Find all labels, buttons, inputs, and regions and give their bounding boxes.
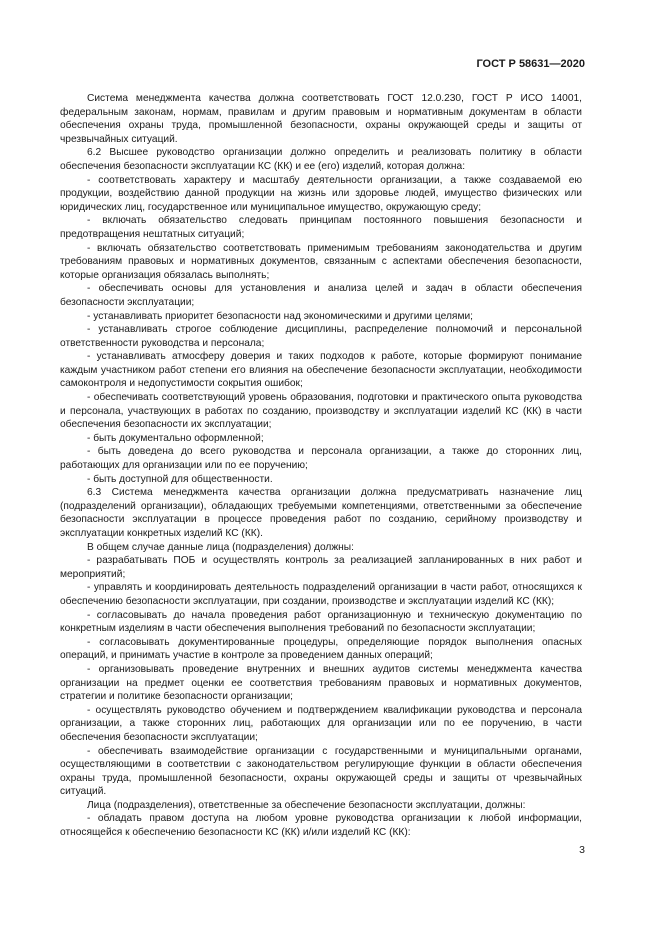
list-item: - соответствовать характеру и масштабу деятельности организации, а также создаваемой ею продукции, воздействию данной продукции на жизнь или здоровье людей, имущество физических или юридических лиц, государственное или муниципальное имущество, окружающую среду;: [60, 174, 582, 213]
list-item: - управлять и координировать деятельность подразделений организации в части работ, относящихся к обеспечению безопасности эксплуатации, при создании, производстве и эксплуатации изделий КС (КК);: [60, 582, 582, 607]
list-item: - обладать правом доступа на любом уровне руководства организации к любой информации, относящейся к обеспечению безопасности КС (КК) и/или изделий КС (КК):: [60, 813, 582, 839]
list-item: - быть документально оформленной;: [87, 432, 264, 444]
document-header: ГОСТ Р 58631—2020: [476, 58, 585, 70]
document-body: [60, 92, 582, 840]
list-item: - быть доступной для общественности.: [87, 473, 273, 485]
paragraph: Лица (подразделения), ответственные за обеспечение безопасности эксплуатации, должны:: [87, 799, 526, 811]
list-item: - согласовывать документированные процедуры, определяющие порядок выполнения опасных операций, и принимать участие в контроле за проведением данных операций;: [60, 636, 582, 662]
list-item: - включать обязательство соответствовать применимым требованиям законодательства и другим требованиям правовых и нормативных документов, связанным с аспектами обеспечения безопасности, которые организация обязалась выполнять;: [60, 242, 582, 281]
list-item: - быть доведена до всего руководства и персонала организации, а также до сторонних лиц, работающих для организации или по ее поручению;: [60, 446, 582, 472]
paragraph: Система менеджмента качества должна соответствовать ГОСТ 12.0.230, ГОСТ Р ИСО 14001, федеральным законам, нормам, правилам и другим правовым и нормативным документам в области обеспечения охраны труда, промышленной безопасности, охраны окружающей среды и защиты от чрезвычайных ситуаций.: [60, 93, 582, 145]
list-item: - разрабатывать ПОБ и осуществлять контроль за реализацией запланированных в них работ и мероприятий;: [60, 555, 582, 580]
list-item: - обеспечивать основы для установления и анализа целей и задач в области обеспечения безопасности эксплуатации;: [60, 283, 582, 308]
list-item: - обеспечивать соответствующий уровень образования, подготовки и практического опыта руководства и персонала, участвующих в работах по созданию, производству и эксплуатации изделий КС (КК) в части обеспечения безопасности их эксплуатации;: [60, 392, 582, 431]
list-item: - согласовывать до начала проведения работ организационную и техническую документацию по конкретным изделиям в части обеспечения выполнения требований по безопасности эксплуатации;: [60, 609, 582, 635]
paragraph: В общем случае данные лица (подразделения) должны:: [87, 541, 354, 553]
list-item: - осуществлять руководство обучением и подтверждением квалификации руководства и персонала организации, а также сторонних лиц, работающих для организации или по ее поручению, в части обеспечения безопасности эксплуатации;: [60, 704, 582, 743]
list-item: - устанавливать строгое соблюдение дисциплины, распределение полномочий и персональной ответственности руководства и персонала;: [60, 324, 582, 349]
list-item: - организовывать проведение внутренних и внешних аудитов системы менеджмента качества организации на предмет оценки ее соответствия требованиям правовых и нормативных документов, стратегии и политике безопасности организации;: [60, 663, 582, 703]
list-item: - устанавливать атмосферу доверия и таких подходов к работе, которые формируют понимание каждым участником работ степени его влияния на обеспечение безопасности эксплуатации, необходимости самоконтроля и недопустимости сокрытия ошибок;: [60, 351, 582, 390]
page-number: 3: [579, 844, 585, 856]
list-item: - устанавливать приоритет безопасности над экономическими и другими целями;: [87, 310, 473, 322]
paragraph: 6.2 Высшее руководство организации должно определить и реализовать политику в области обеспечения безопасности эксплуатации КС (КК) и ее (его) изделий, которая должна:: [60, 147, 582, 172]
list-item: - включать обязательство следовать принципам постоянного повышения безопасности и предотвращения нештатных ситуаций;: [60, 215, 582, 240]
list-item: - обеспечивать взаимодействие организации с государственными и муниципальными органами, осуществляющими в соответствии с законодательством регулирующие функции в области обеспечения охраны труда, промышленной безопасности, охраны окружающей среды и защиты от чрезвычайных ситуаций.: [60, 745, 582, 798]
paragraph: 6.3 Система менеджмента качества организации должна предусматривать назначение лиц (подразделений организации), обладающих требуемыми компетенциями, ответственными за обеспечение безопасности эксплуатации в процессе проведения работ по созданию, серийному производству и эксплуатации конкретных изделий КС (КК).: [60, 487, 582, 539]
